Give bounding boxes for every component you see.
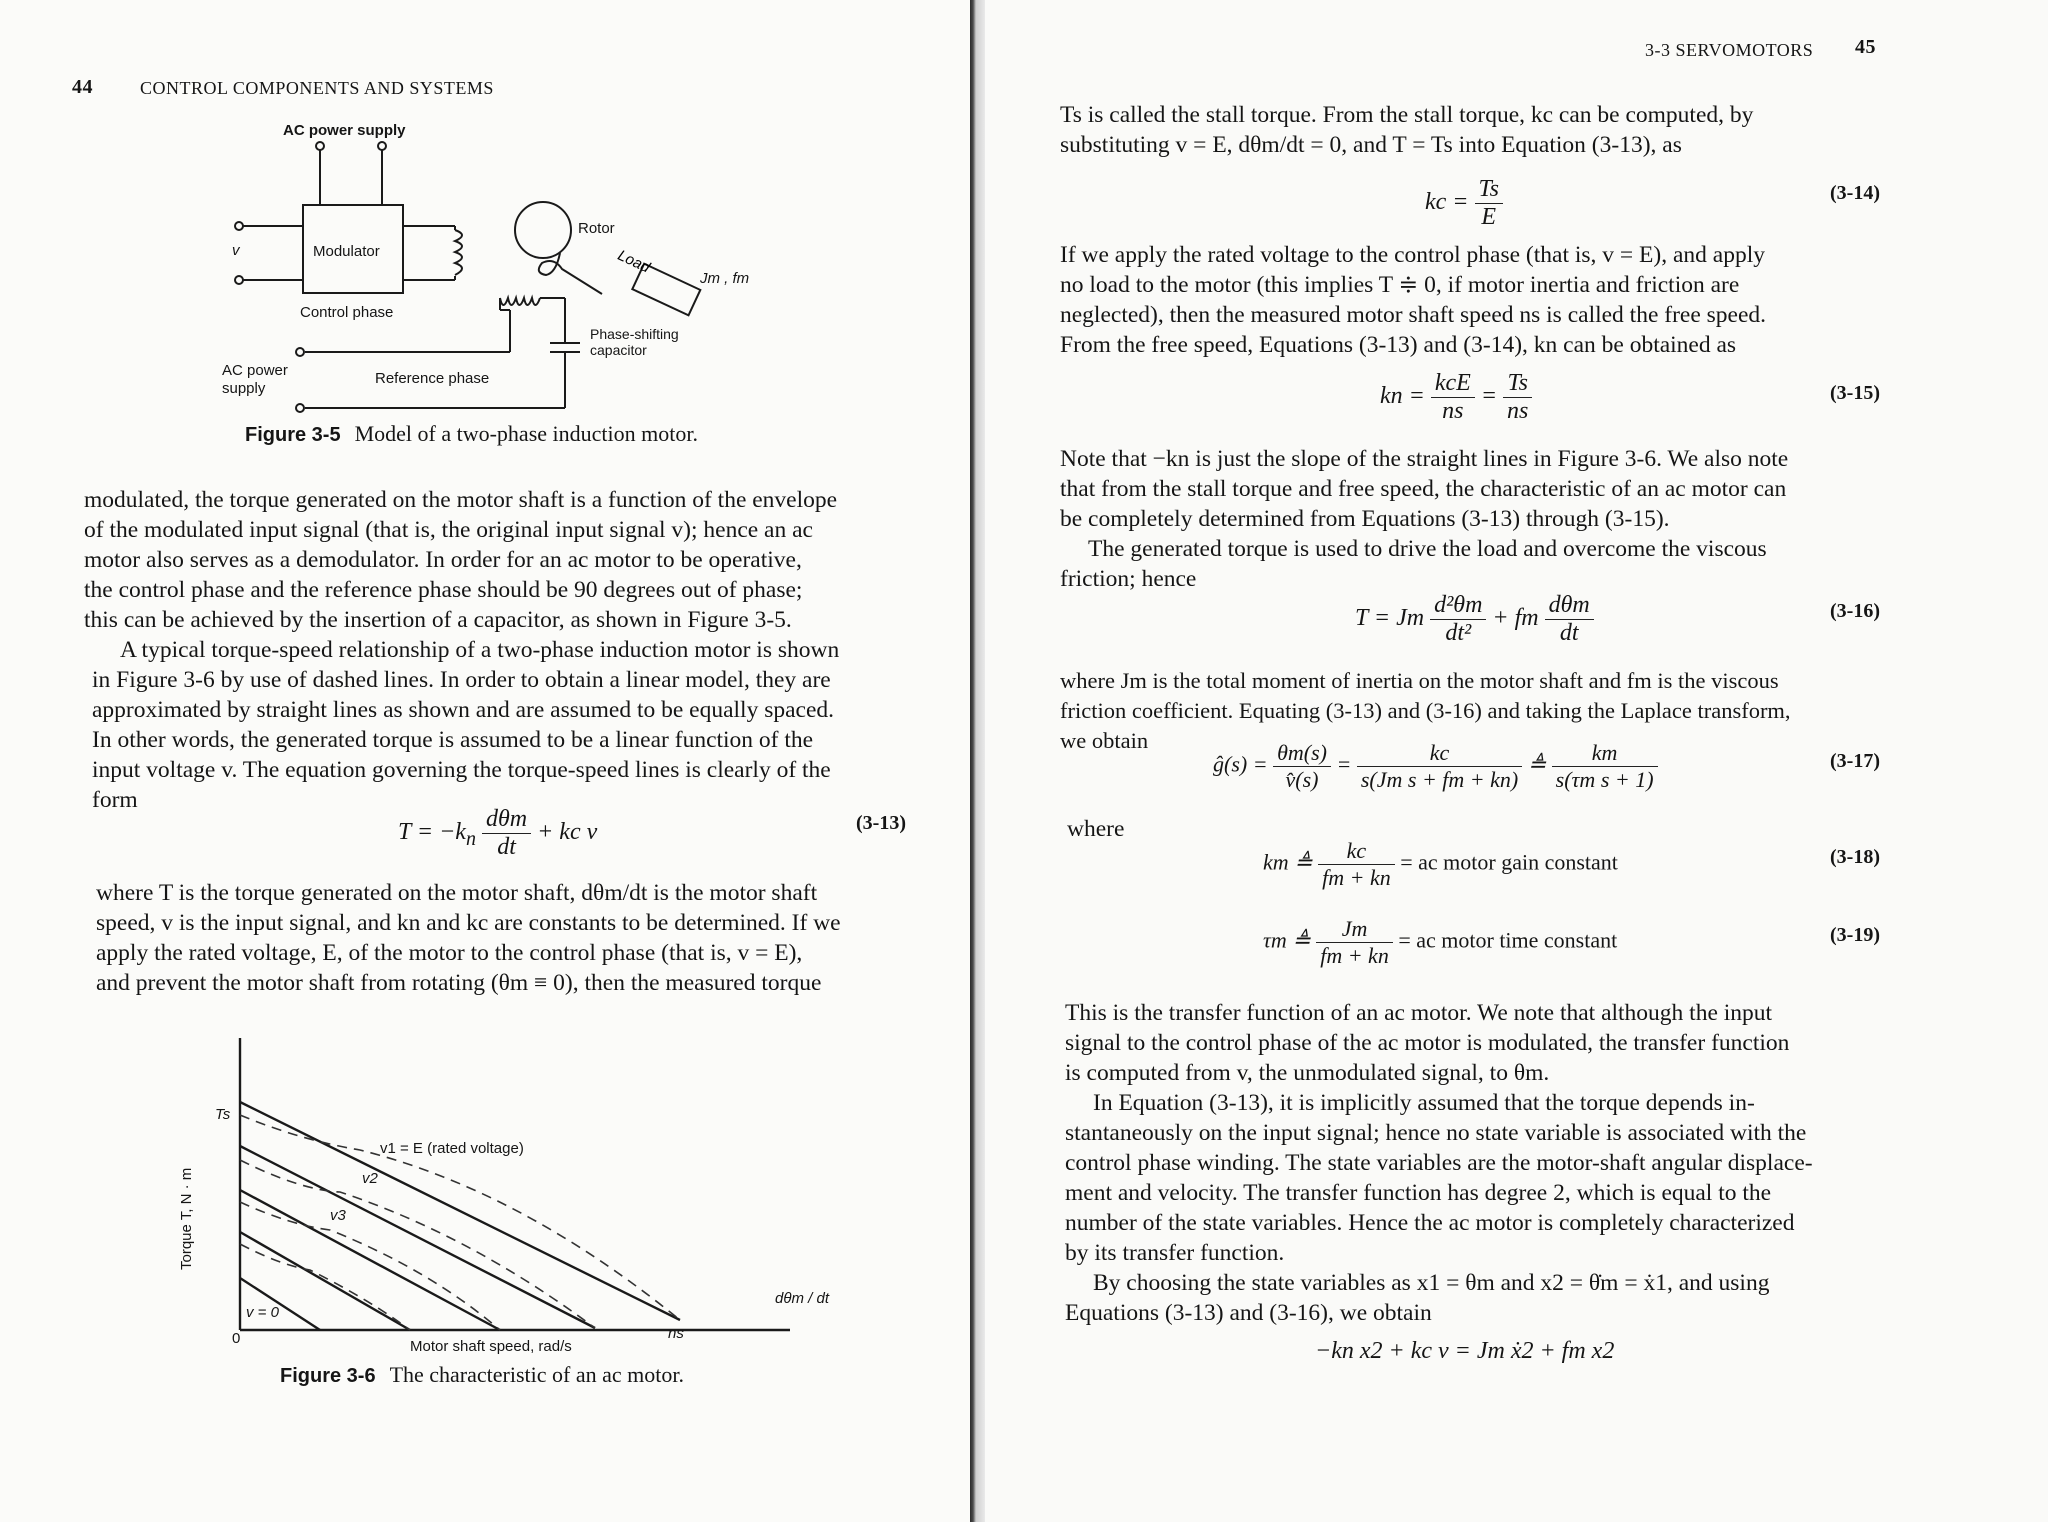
right-page: [985, 0, 2048, 1522]
eq-3-17-num2: kc: [1357, 740, 1522, 767]
figure-3-6: [0, 1020, 970, 1400]
eq-3-18-fraction: [1318, 838, 1395, 891]
eq-3-15-den1: ns: [1442, 398, 1464, 424]
left-paragraph-3: [96, 878, 922, 998]
eq-3-18-lhs: km ≜: [1263, 849, 1313, 875]
eq-3-15-mid: =: [1480, 383, 1498, 410]
left-paragraph-2: [92, 635, 924, 815]
eq-3-16-fraction-2: [1545, 592, 1594, 647]
left-page: [0, 0, 970, 1522]
reference-phase-label: Reference phase: [375, 370, 490, 387]
text-line: in Figure 3-6 by use of dashed lines. In order to obtain a linear model, they are: [92, 667, 831, 693]
text-line: that from the stall torque and free speed, the characteristic of an ac motor can: [1060, 476, 1787, 502]
text-line: neglected), then the measured motor shaft speed ns is called the free speed.: [1060, 302, 1767, 328]
equation-3-13: [398, 806, 597, 861]
eq-3-17-fraction-2: [1357, 740, 1522, 793]
right-paragraph-6: [1065, 1088, 1883, 1268]
eq-3-18-num: kc: [1318, 838, 1395, 865]
rotor-label: Rotor: [578, 220, 615, 237]
text-line: signal to the control phase of the ac motor is modulated, the transfer function: [1065, 1030, 1790, 1056]
eq-3-15-den2: ns: [1507, 398, 1529, 424]
figure-3-6-caption-text: The characteristic of an ac motor.: [389, 1362, 684, 1387]
text-line: friction; hence: [1060, 566, 1197, 592]
text-line: The generated torque is used to drive the load and overcome the viscous: [1088, 536, 1767, 562]
motor-diagram: [0, 0, 970, 430]
text-line: be completely determined from Equations (3-13) through (3-15).: [1060, 506, 1670, 532]
eq-3-16-mid: + fm: [1492, 605, 1539, 632]
text-line: modulated, the torque generated on the motor shaft is a function of the envelope: [84, 487, 838, 513]
text-line: where Jm is the total moment of inertia on the motor shaft and fm is the viscous: [1060, 668, 1779, 693]
eq-3-13-num: dθm: [482, 806, 531, 834]
figure-3-5-caption-text: Model of a two-phase induction motor.: [354, 421, 698, 446]
eq-3-17-number: (3-17): [1830, 750, 1880, 772]
eq-3-17-eq: =: [1336, 751, 1352, 777]
running-head-right: 3-3 SERVOMOTORS: [1645, 40, 1814, 60]
page-number-left: 44: [72, 76, 93, 98]
right-paragraph-3: [1060, 444, 1872, 594]
right-paragraph-1: [1060, 100, 1872, 160]
eq-3-18-number: (3-18): [1830, 846, 1880, 868]
eq-3-16-number: (3-16): [1830, 600, 1880, 622]
text-line: by its transfer function.: [1065, 1240, 1285, 1266]
text-line: This is the transfer function of an ac motor. We note that although the input: [1065, 1000, 1773, 1026]
eq-3-13-den: dt: [497, 834, 516, 860]
modulator-label: Modulator: [313, 243, 380, 260]
equation-3-17: [1213, 740, 1658, 793]
text-line: In Equation (3-13), it is implicitly assumed that the torque depends in-: [1093, 1090, 1755, 1116]
figure-3-6-caption: [280, 1362, 684, 1388]
ac-supply-bottom-label: AC power supply: [222, 362, 288, 397]
equation-3-14: [1425, 176, 1503, 231]
eq-3-19-num: Jm: [1316, 916, 1393, 943]
text-line: where T is the torque generated on the motor shaft, dθm/dt is the motor shaft: [96, 880, 818, 906]
line-label-v3: v3: [330, 1207, 346, 1224]
x-axis-label: Motor shaft speed, rad/s: [410, 1338, 572, 1355]
eq-3-15-num1: kcE: [1431, 370, 1475, 398]
figure-3-6-number: Figure 3-6: [280, 1365, 376, 1387]
y-axis-label: Torque T, N · m: [178, 1167, 195, 1270]
eq-3-16-fraction-1: [1430, 592, 1486, 647]
eq-3-13-rest: + kc v: [537, 819, 598, 846]
eq-3-14-den: E: [1481, 204, 1497, 230]
line-label-v2: v2: [362, 1170, 378, 1187]
equation-3-15: [1380, 370, 1532, 425]
text-line: ment and velocity. The transfer function has degree 2, which is equal to the: [1065, 1180, 1772, 1206]
eq-3-16-num1: d²θm: [1430, 592, 1486, 620]
text-line: Ts is called the stall torque. From the stall torque, kc can be computed, by: [1060, 102, 1754, 128]
left-paragraph-1: [84, 485, 916, 635]
text-line: number of the state variables. Hence the ac motor is completely characterized: [1065, 1210, 1795, 1236]
text-line: is computed from v, the unmodulated signal, to θm.: [1065, 1060, 1550, 1086]
eq-3-19-den: fm + kn: [1320, 943, 1389, 968]
text-line: motor also serves as a demodulator. In order for an ac motor to be operative,: [84, 547, 802, 573]
v-label: v: [232, 242, 240, 259]
equation-3-16: [1355, 592, 1594, 647]
eq-3-17-den2: s(Jm s + fm + kn): [1360, 767, 1519, 792]
eq-3-17-num1: θm(s): [1273, 740, 1331, 767]
text-line: speed, v is the input signal, and kn and kc are constants to be determined. If we: [96, 910, 841, 936]
right-paragraph-5: [1065, 998, 1883, 1088]
load-label: Load: [615, 246, 653, 277]
text-line: approximated by straight lines as shown and are assumed to be equally spaced.: [92, 697, 835, 723]
text-line: of the modulated input signal (that is, the original input signal v); hence an ac: [84, 517, 813, 543]
control-phase-label: Control phase: [300, 304, 394, 321]
text-line: no load to the motor (this implies T ≑ 0, if motor inertia and friction are: [1060, 272, 1740, 298]
stall-torque-label: Ts: [215, 1106, 231, 1123]
right-paragraph-7: [1065, 1268, 1883, 1328]
text-line: If we apply the rated voltage to the control phase (that is, v = E), and apply: [1060, 242, 1765, 268]
eq-3-13-lhs: T = −k: [398, 819, 466, 846]
eq-3-19-lhs: τm ≜: [1263, 927, 1311, 953]
eq-3-14-fraction: [1475, 176, 1503, 231]
text-line: A typical torque-speed relationship of a two-phase induction motor is shown: [120, 637, 840, 663]
free-speed-label: ns: [668, 1325, 684, 1342]
eq-3-17-den1: v̂(s): [1285, 767, 1319, 792]
eq-3-17-delta: ≜: [1527, 751, 1547, 777]
text-line: Equations (3-13) and (3-16), we obtain: [1065, 1300, 1432, 1326]
eq-3-14-number: (3-14): [1830, 182, 1880, 204]
eq-3-16-den1: dt²: [1445, 620, 1472, 646]
eq-3-18-rhs: = ac motor gain constant: [1400, 849, 1618, 875]
page-number-right: 45: [1855, 36, 1876, 58]
eq-3-13-sub: n: [465, 827, 476, 850]
eq-3-17-fraction-3: [1552, 740, 1658, 793]
text-line: substituting v = E, dθm/dt = 0, and T = Ts into Equation (3-13), as: [1060, 132, 1682, 158]
eq-3-17-den3: s(τm s + 1): [1555, 767, 1654, 792]
eq-3-14-lhs: kc =: [1425, 189, 1469, 216]
running-head-left: CONTROL COMPONENTS AND SYSTEMS: [140, 78, 494, 98]
eq-3-15-lhs: kn =: [1380, 383, 1425, 410]
eq-3-14-num: Ts: [1475, 176, 1503, 204]
text-line: and prevent the motor shaft from rotating (θm ≡ 0), then the measured torque: [96, 970, 822, 996]
text-line: form: [92, 787, 138, 813]
phase-shifting-capacitor-label: Phase-shifting capacitor: [590, 326, 679, 358]
eq-3-15-num2: Ts: [1503, 370, 1532, 398]
text-line: Note that −kn is just the slope of the straight lines in Figure 3-6. We also note: [1060, 446, 1789, 472]
origin-label: 0: [232, 1330, 241, 1347]
eq-3-15-fraction-2: [1503, 370, 1532, 425]
equation-3-19: [1263, 916, 1617, 969]
eq-3-17-lhs: ĝ(s) =: [1213, 751, 1268, 777]
eq-3-19-rhs: = ac motor time constant: [1398, 927, 1618, 953]
line-label-v0: v = 0: [246, 1304, 279, 1321]
text-line: friction coefficient. Equating (3-13) and (3-16) and taking the Laplace transform,: [1060, 698, 1791, 723]
eq-3-16-den2: dt: [1559, 620, 1579, 646]
text-line: this can be achieved by the insertion of a capacitor, as shown in Figure 3-5.: [84, 607, 792, 633]
eq-3-16-lhs: T = Jm: [1355, 605, 1425, 632]
figure-3-5-number: Figure 3-5: [245, 424, 341, 446]
text-line: From the free speed, Equations (3-13) and (3-14), kn can be obtained as: [1060, 332, 1737, 358]
text-line: apply the rated voltage, E, of the motor to the control phase (that is, v = E),: [96, 940, 803, 966]
line-label-v1: v1 = E (rated voltage): [380, 1140, 524, 1157]
ac-supply-top-label: AC power supply: [283, 122, 406, 139]
equation-final: −kn x2 + kc v = Jm ẋ2 + fm x2: [1315, 1338, 1615, 1364]
right-paragraph-2: [1060, 240, 1872, 360]
text-line: input voltage v. The equation governing the torque-speed lines is clearly of the: [92, 757, 831, 783]
eq-3-19-fraction: [1316, 916, 1393, 969]
eq-3-17-num3: km: [1552, 740, 1658, 767]
eq-3-19-number: (3-19): [1830, 924, 1880, 946]
book-gutter: [970, 0, 985, 1522]
equation-3-18: [1263, 838, 1618, 891]
text-line: we obtain: [1060, 728, 1149, 753]
text-line: stantaneously on the input signal; hence no state variable is associated with the: [1065, 1120, 1807, 1146]
eq-3-15-fraction-1: [1431, 370, 1475, 425]
figure-3-5-caption: [245, 421, 698, 447]
eq-3-17-fraction-1: [1273, 740, 1331, 793]
eq-3-13-fraction: [482, 806, 531, 861]
text-line: the control phase and the reference phase should be 90 degrees out of phase;: [84, 577, 803, 603]
figure-3-5: [0, 0, 970, 470]
eq-3-15-number: (3-15): [1830, 382, 1880, 404]
inertia-friction-label: Jm , fm: [700, 270, 750, 287]
eq-3-16-num2: dθm: [1545, 592, 1594, 620]
eq-3-18-den: fm + kn: [1322, 865, 1391, 890]
eq-3-13-number: (3-13): [856, 812, 906, 834]
text-line: control phase winding. The state variables are the motor-shaft angular displace-: [1065, 1150, 1813, 1176]
text-line: In other words, the generated torque is assumed to be a linear function of the: [92, 727, 814, 753]
text-line: By choosing the state variables as x1 = θm and x2 = θ̇m = ẋ1, and using: [1093, 1270, 1770, 1296]
where-word: where: [1067, 816, 1125, 842]
x-axis-symbol: dθm / dt: [775, 1290, 829, 1307]
